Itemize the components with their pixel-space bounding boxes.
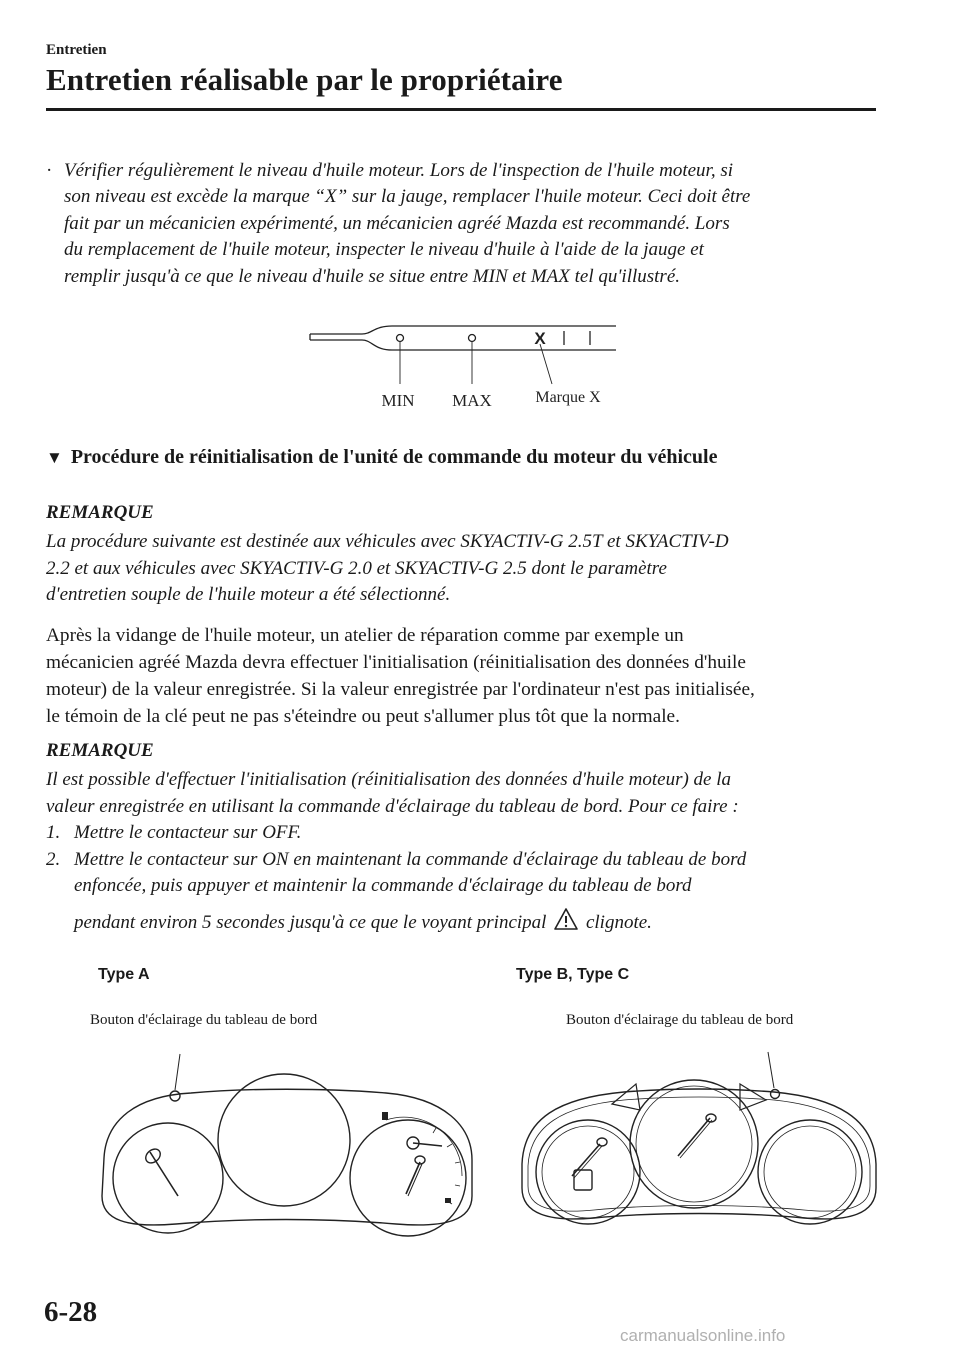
figure-type-a-label: Type A bbox=[98, 966, 150, 983]
cluster-type-a-illustration bbox=[96, 1048, 478, 1244]
body-paragraph bbox=[46, 622, 886, 730]
min-label: MIN bbox=[381, 391, 415, 410]
note-line: Il est possible d'effectuer l'initialisation (réinitialisation des données d'huile moteur) de la bbox=[46, 769, 732, 790]
max-label: MAX bbox=[452, 391, 492, 410]
bullet-line: remplir jusqu'à ce que le niveau d'huile se situe entre MIN et MAX tel qu'illustré. bbox=[64, 265, 681, 287]
step-line: Mettre le contacteur sur OFF. bbox=[74, 822, 302, 843]
bullet-line: fait par un mécanicien expérimenté, un mécanicien agréé Mazda est recommandé. Lors bbox=[64, 212, 730, 234]
figure-type-a-caption: Bouton d'éclairage du tableau de bord bbox=[90, 1012, 318, 1028]
cluster-housing bbox=[522, 1089, 876, 1219]
list-item bbox=[46, 847, 886, 937]
triangle-down-icon: ▼ bbox=[46, 448, 63, 467]
note-label: REMARQUE bbox=[46, 502, 154, 523]
note-line: valeur enregistrée en utilisant la commande d'éclairage du tableau de bord. Pour ce faire : bbox=[46, 795, 739, 817]
right-gauge bbox=[758, 1120, 862, 1224]
bullet-marker: · bbox=[46, 160, 53, 181]
bullet-line: Vérifier régulièrement le niveau d'huile moteur. Lors de l'inspection de l'huile moteur, si bbox=[64, 160, 733, 181]
step-number: 1. bbox=[46, 822, 61, 843]
note-text bbox=[46, 529, 886, 609]
min-mark bbox=[397, 335, 404, 342]
page-title: Entretien réalisable par le propriétaire bbox=[46, 62, 563, 97]
dipstick-illustration bbox=[300, 318, 630, 418]
dashboard-light-button bbox=[170, 1091, 180, 1101]
bullet-line: son niveau est excède la marque “X” sur la jauge, remplacer l'huile moteur. Ceci doit être bbox=[64, 186, 751, 208]
steps-list bbox=[46, 820, 886, 936]
note-line: 2.2 et aux véhicules avec SKYACTIV-G 2.0 et SKYACTIV-G 2.5 dont le paramètre bbox=[46, 557, 667, 579]
section-subheading bbox=[46, 446, 718, 469]
note-text bbox=[46, 767, 886, 820]
step-text: pendant environ 5 secondes jusqu'à ce que le voyant principal bbox=[74, 911, 547, 933]
list-item bbox=[46, 820, 886, 847]
body-line: mécanicien agréé Mazda devra effectuer l'initialisation (réinitialisation des données d'huile bbox=[46, 652, 746, 673]
title-divider bbox=[46, 108, 876, 111]
body-line: moteur) de la valeur enregistrée. Si la valeur enregistrée par l'ordinateur n'est pas initialisée, bbox=[46, 679, 755, 700]
section-label: Entretien bbox=[46, 42, 107, 58]
step-line: enfoncée, puis appuyer et maintenir la commande d'éclairage du tableau de bord bbox=[74, 875, 692, 897]
step-text: clignote. bbox=[585, 911, 652, 933]
bullet-paragraph bbox=[46, 158, 882, 290]
body-line: Après la vidange de l'huile moteur, un atelier de réparation comme par exemple un bbox=[46, 625, 684, 646]
center-display bbox=[218, 1074, 350, 1206]
dipstick-upper-edge bbox=[310, 326, 616, 334]
page-number: 6-28 bbox=[44, 1296, 98, 1328]
step-line: Mettre le contacteur sur ON en maintenant la commande d'éclairage du tableau de bord bbox=[74, 848, 747, 870]
dipstick-lower-edge bbox=[310, 340, 616, 350]
left-gauge bbox=[113, 1123, 223, 1233]
center-gauge bbox=[630, 1080, 758, 1208]
bullet-line: du remplacement de l'huile moteur, inspecter le niveau d'huile à l'aide de la jauge et bbox=[64, 239, 704, 261]
dashboard-light-button bbox=[771, 1090, 780, 1099]
body-line: le témoin de la clé peut ne pas s'éteindre ou peut s'allumer plus tôt que la normale. bbox=[46, 706, 680, 727]
x-mark: X bbox=[534, 329, 546, 348]
x-mark-label: Marque X bbox=[535, 389, 601, 406]
note-label: REMARQUE bbox=[46, 740, 154, 761]
subheading-text: Procédure de réinitialisation de l'unité de commande du moteur du véhicule bbox=[70, 446, 718, 468]
cluster-type-bc-illustration bbox=[514, 1048, 884, 1238]
figure-type-bc-label: Type B, Type C bbox=[516, 966, 630, 983]
max-mark bbox=[469, 335, 476, 342]
figure-type-bc-caption: Bouton d'éclairage du tableau de bord bbox=[566, 1012, 794, 1028]
step-number: 2. bbox=[46, 848, 61, 870]
master-warning-icon bbox=[553, 907, 579, 931]
note-line: La procédure suivante est destinée aux véhicules avec SKYACTIV-G 2.5T et SKYACTIV-D bbox=[46, 531, 729, 552]
left-gauge bbox=[536, 1120, 640, 1224]
step-line bbox=[74, 907, 886, 937]
note-line: d'entretien souple de l'huile moteur a été sélectionné. bbox=[46, 584, 451, 606]
watermark: carmanualsonline.info bbox=[620, 1326, 786, 1345]
